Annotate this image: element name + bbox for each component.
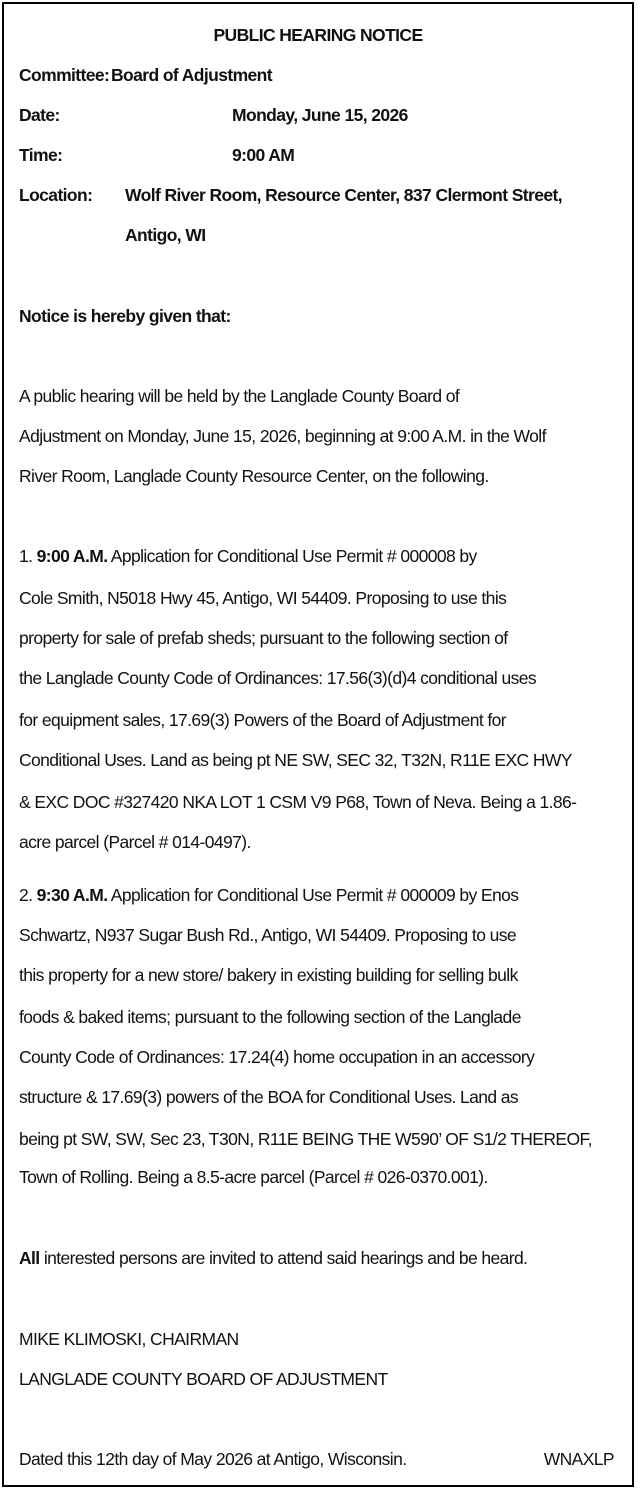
signature-organization: LANGLADE COUNTY BOARD OF ADJUSTMENT xyxy=(19,1369,388,1389)
notice-title: PUBLIC HEARING NOTICE xyxy=(213,25,423,45)
date-value: Monday, June 15, 2026 xyxy=(232,105,408,125)
item-2-line: Schwartz, N937 Sugar Bush Rd., Antigo, WI 54409. Proposing to use xyxy=(19,925,516,945)
item-2-line: Town of Rolling. Being a 8.5-acre parcel (Parcel # 026-0370.001). xyxy=(19,1167,488,1187)
item-2-line: this property for a new store/ bakery in existing building for selling bulk xyxy=(19,965,518,985)
item-1-line: acre parcel (Parcel # 014-0497). xyxy=(19,832,251,852)
intro-line-2: Adjustment on Monday, June 15, 2026, beginning at 9:00 A.M. in the Wolf xyxy=(19,426,546,446)
committee-value: Board of Adjustment xyxy=(111,65,273,85)
item-2-line: structure & 17.69(3) powers of the BOA for Conditional Uses. Land as xyxy=(19,1087,519,1107)
item-1-line: the Langlade County Code of Ordinances: 17.56(3)(d)4 conditional uses xyxy=(19,668,537,688)
item-2-line: County Code of Ordinances: 17.24(4) home occupation in an accessory xyxy=(19,1047,535,1067)
invitation-paragraph xyxy=(19,1247,527,1269)
item-1-line: Cole Smith, N5018 Hwy 45, Antigo, WI 54409. Proposing to use this xyxy=(19,588,507,608)
item-1-time: 9:00 A.M. xyxy=(36,546,108,566)
item-1-number: 1. xyxy=(19,546,33,566)
time-value: 9:00 AM xyxy=(232,145,295,165)
item-2-time: 9:30 A.M. xyxy=(36,885,108,905)
item-1-first-line xyxy=(19,545,477,567)
item-2-number: 2. xyxy=(19,885,33,905)
public-hearing-notice xyxy=(2,2,634,1487)
item-2-line: being pt SW, SW, Sec 23, T30N, R11E BEING THE W590’ OF S1/2 THEREOF, xyxy=(19,1129,592,1149)
time-label: Time: xyxy=(19,145,63,165)
invitation-bold-word: All xyxy=(19,1248,40,1268)
item-1-line: & EXC DOC #327420 NKA LOT 1 CSM V9 P68, Town of Neva. Being a 1.86- xyxy=(19,792,577,812)
intro-line-1: A public hearing will be held by the Langlade County Board of xyxy=(19,386,460,406)
notice-given-heading: Notice is hereby given that: xyxy=(19,306,231,326)
signature-name: MIKE KLIMOSKI, CHAIRMAN xyxy=(19,1329,239,1349)
publication-code: WNAXLP xyxy=(543,1449,614,1469)
location-line-2: Antigo, WI xyxy=(125,225,206,245)
item-2-line: foods & baked items; pursuant to the following section of the Langlade xyxy=(19,1007,521,1027)
invitation-text: interested persons are invited to attend said hearings and be heard. xyxy=(43,1248,528,1268)
item-1-line: property for sale of prefab sheds; pursuant to the following section of xyxy=(19,628,508,648)
dated-line: Dated this 12th day of May 2026 at Antigo, Wisconsin. xyxy=(19,1449,407,1469)
item-2-first-text: Application for Conditional Use Permit # 000009 by Enos xyxy=(110,885,519,905)
committee-label: Committee: xyxy=(19,65,110,85)
location-label: Location: xyxy=(19,185,93,205)
date-label: Date: xyxy=(19,105,60,125)
item-1-line: for equipment sales, 17.69(3) Powers of the Board of Adjustment for xyxy=(19,710,507,730)
item-1-first-text: Application for Conditional Use Permit # 000008 by xyxy=(110,546,477,566)
location-line-1: Wolf River Room, Resource Center, 837 Clermont Street, xyxy=(125,185,562,205)
item-2-first-line xyxy=(19,884,518,906)
intro-line-3: River Room, Langlade County Resource Center, on the following. xyxy=(19,466,489,486)
item-1-line: Conditional Uses. Land as being pt NE SW, SEC 32, T32N, R11E EXC HWY xyxy=(19,750,572,770)
